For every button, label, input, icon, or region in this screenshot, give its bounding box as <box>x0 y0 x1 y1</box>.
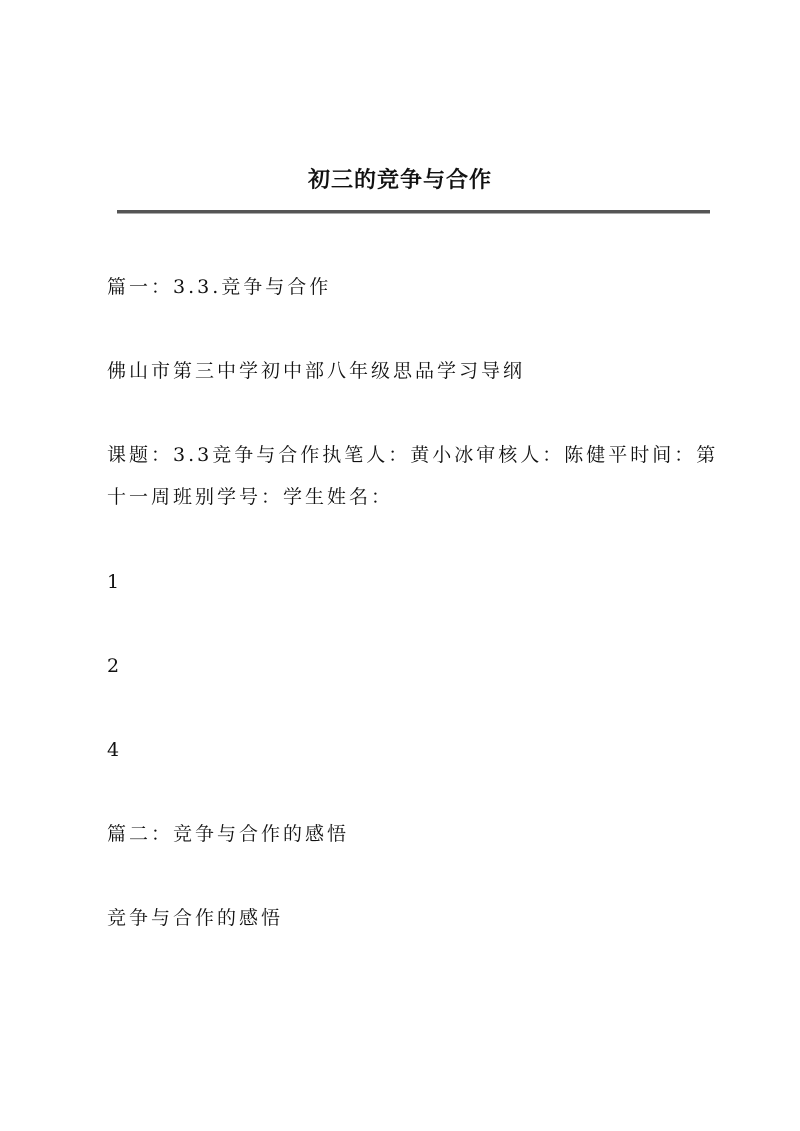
lesson-info-line-1: 课题：3.3竞争与合作执笔人：黄小冰审核人：陈健平时间：第 <box>107 444 719 466</box>
section2-heading: 篇二：竞争与合作的感悟 <box>107 823 350 845</box>
list-item-2: 2 <box>107 655 123 677</box>
list-item-3: 4 <box>107 739 123 761</box>
document-title: 初三的竞争与合作 <box>307 167 492 193</box>
section1-heading: 篇一：3.3.竞争与合作 <box>107 276 332 298</box>
lesson-info-line-2: 十一周班别学号：学生姓名： <box>107 486 394 508</box>
list-item-1: 1 <box>107 571 123 593</box>
title-divider <box>117 210 710 214</box>
school-line: 佛山市第三中学初中部八年级思品学习导纲 <box>107 360 526 382</box>
section2-subtitle: 竞争与合作的感悟 <box>107 907 284 929</box>
